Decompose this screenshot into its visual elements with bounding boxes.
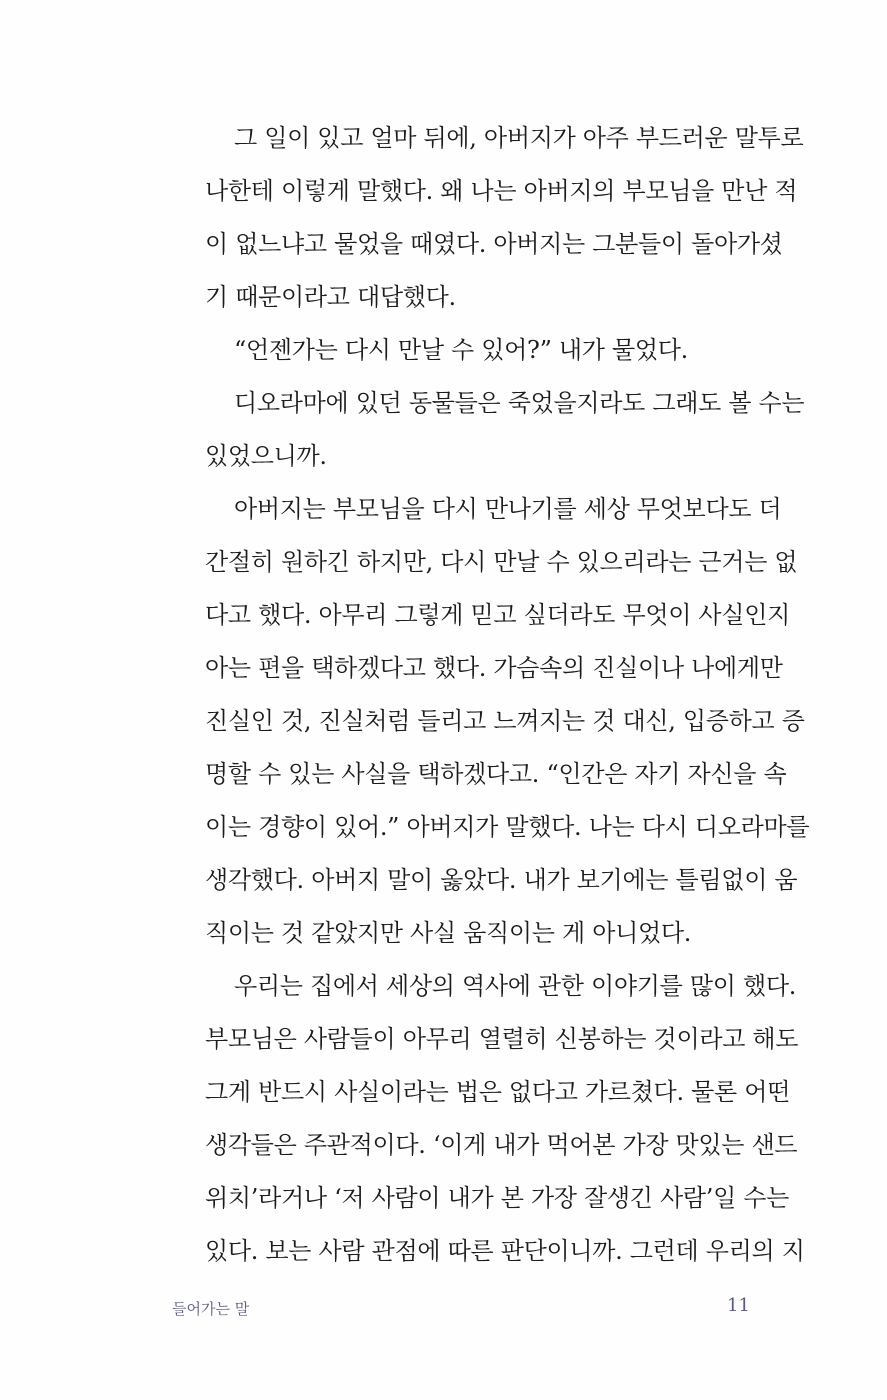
text-line: 진실인 것, 진실처럼 들리고 느껴지는 것 대신, 입증하고 증	[205, 707, 805, 735]
text-line: 있었으니까.	[205, 442, 327, 470]
text-line: 위치’라거나 ‘저 사람이 내가 본 가장 잘생긴 사람’일 수는	[205, 1184, 790, 1212]
text-line: 생각들은 주관적이다. ‘이게 내가 먹어본 가장 맛있는 샌드	[205, 1131, 798, 1159]
paragraph-4	[176, 483, 810, 960]
text-line: 이는 경향이 있어.” 아버지가 말했다. 나는 다시 디오라마를	[205, 813, 810, 841]
text-line: 우리는 집에서 세상의 역사에 관한 이야기를 많이 했다.	[234, 972, 797, 1000]
text-line: 부모님은 사람들이 아무리 열렬히 신봉하는 것이라고 해도	[205, 1025, 799, 1053]
text-line: 명할 수 있는 사실을 택하겠다고. “인간은 자기 자신을 속	[205, 760, 787, 788]
text-line: 있다. 보는 사람 관점에 따른 판단이니까. 그런데 우리의 지	[205, 1237, 805, 1265]
text-line: 그게 반드시 사실이라는 법은 없다고 가르쳤다. 물론 어떤	[205, 1078, 790, 1106]
text-line: 나한테 이렇게 말했다. 왜 나는 아버지의 부모님을 만난 적	[205, 177, 798, 205]
text-line: 그 일이 있고 얼마 뒤에, 아버지가 아주 부드러운 말투로	[234, 124, 804, 152]
page-number: 11	[727, 1295, 750, 1316]
text-line: 생각했다. 아버지 말이 옳았다. 내가 보기에는 틀림없이 움	[205, 866, 798, 894]
paragraph-1	[176, 112, 804, 324]
paragraph-5	[176, 960, 805, 1278]
paragraph-2	[176, 324, 744, 377]
text-line: 디오라마에 있던 동물들은 죽었을지라도 그래도 볼 수는	[234, 389, 805, 417]
text-line: 직이는 것 같았지만 사실 움직이는 게 아니었다.	[205, 919, 692, 947]
text-line: 아는 편을 택하겠다고 했다. 가슴속의 진실이나 나에게만	[205, 654, 783, 682]
text-line: “언젠가는 다시 만날 수 있어?” 내가 물었다.	[234, 336, 688, 364]
paragraph-3	[176, 377, 805, 483]
text-line: 이 없느냐고 물었을 때였다. 아버지는 그분들이 돌아가셨	[205, 230, 783, 258]
body-text	[176, 112, 810, 1278]
text-line: 기 때문이라고 대답했다.	[205, 283, 456, 311]
text-line: 간절히 원하긴 하지만, 다시 만날 수 있으리라는 근거는 없	[205, 548, 798, 576]
running-footer-chapter-title: 들어가는 말	[172, 1300, 250, 1318]
text-line: 아버지는 부모님을 다시 만나기를 세상 무엇보다도 더	[234, 495, 782, 523]
text-line: 다고 했다. 아무리 그렇게 믿고 싶더라도 무엇이 사실인지	[205, 601, 790, 629]
